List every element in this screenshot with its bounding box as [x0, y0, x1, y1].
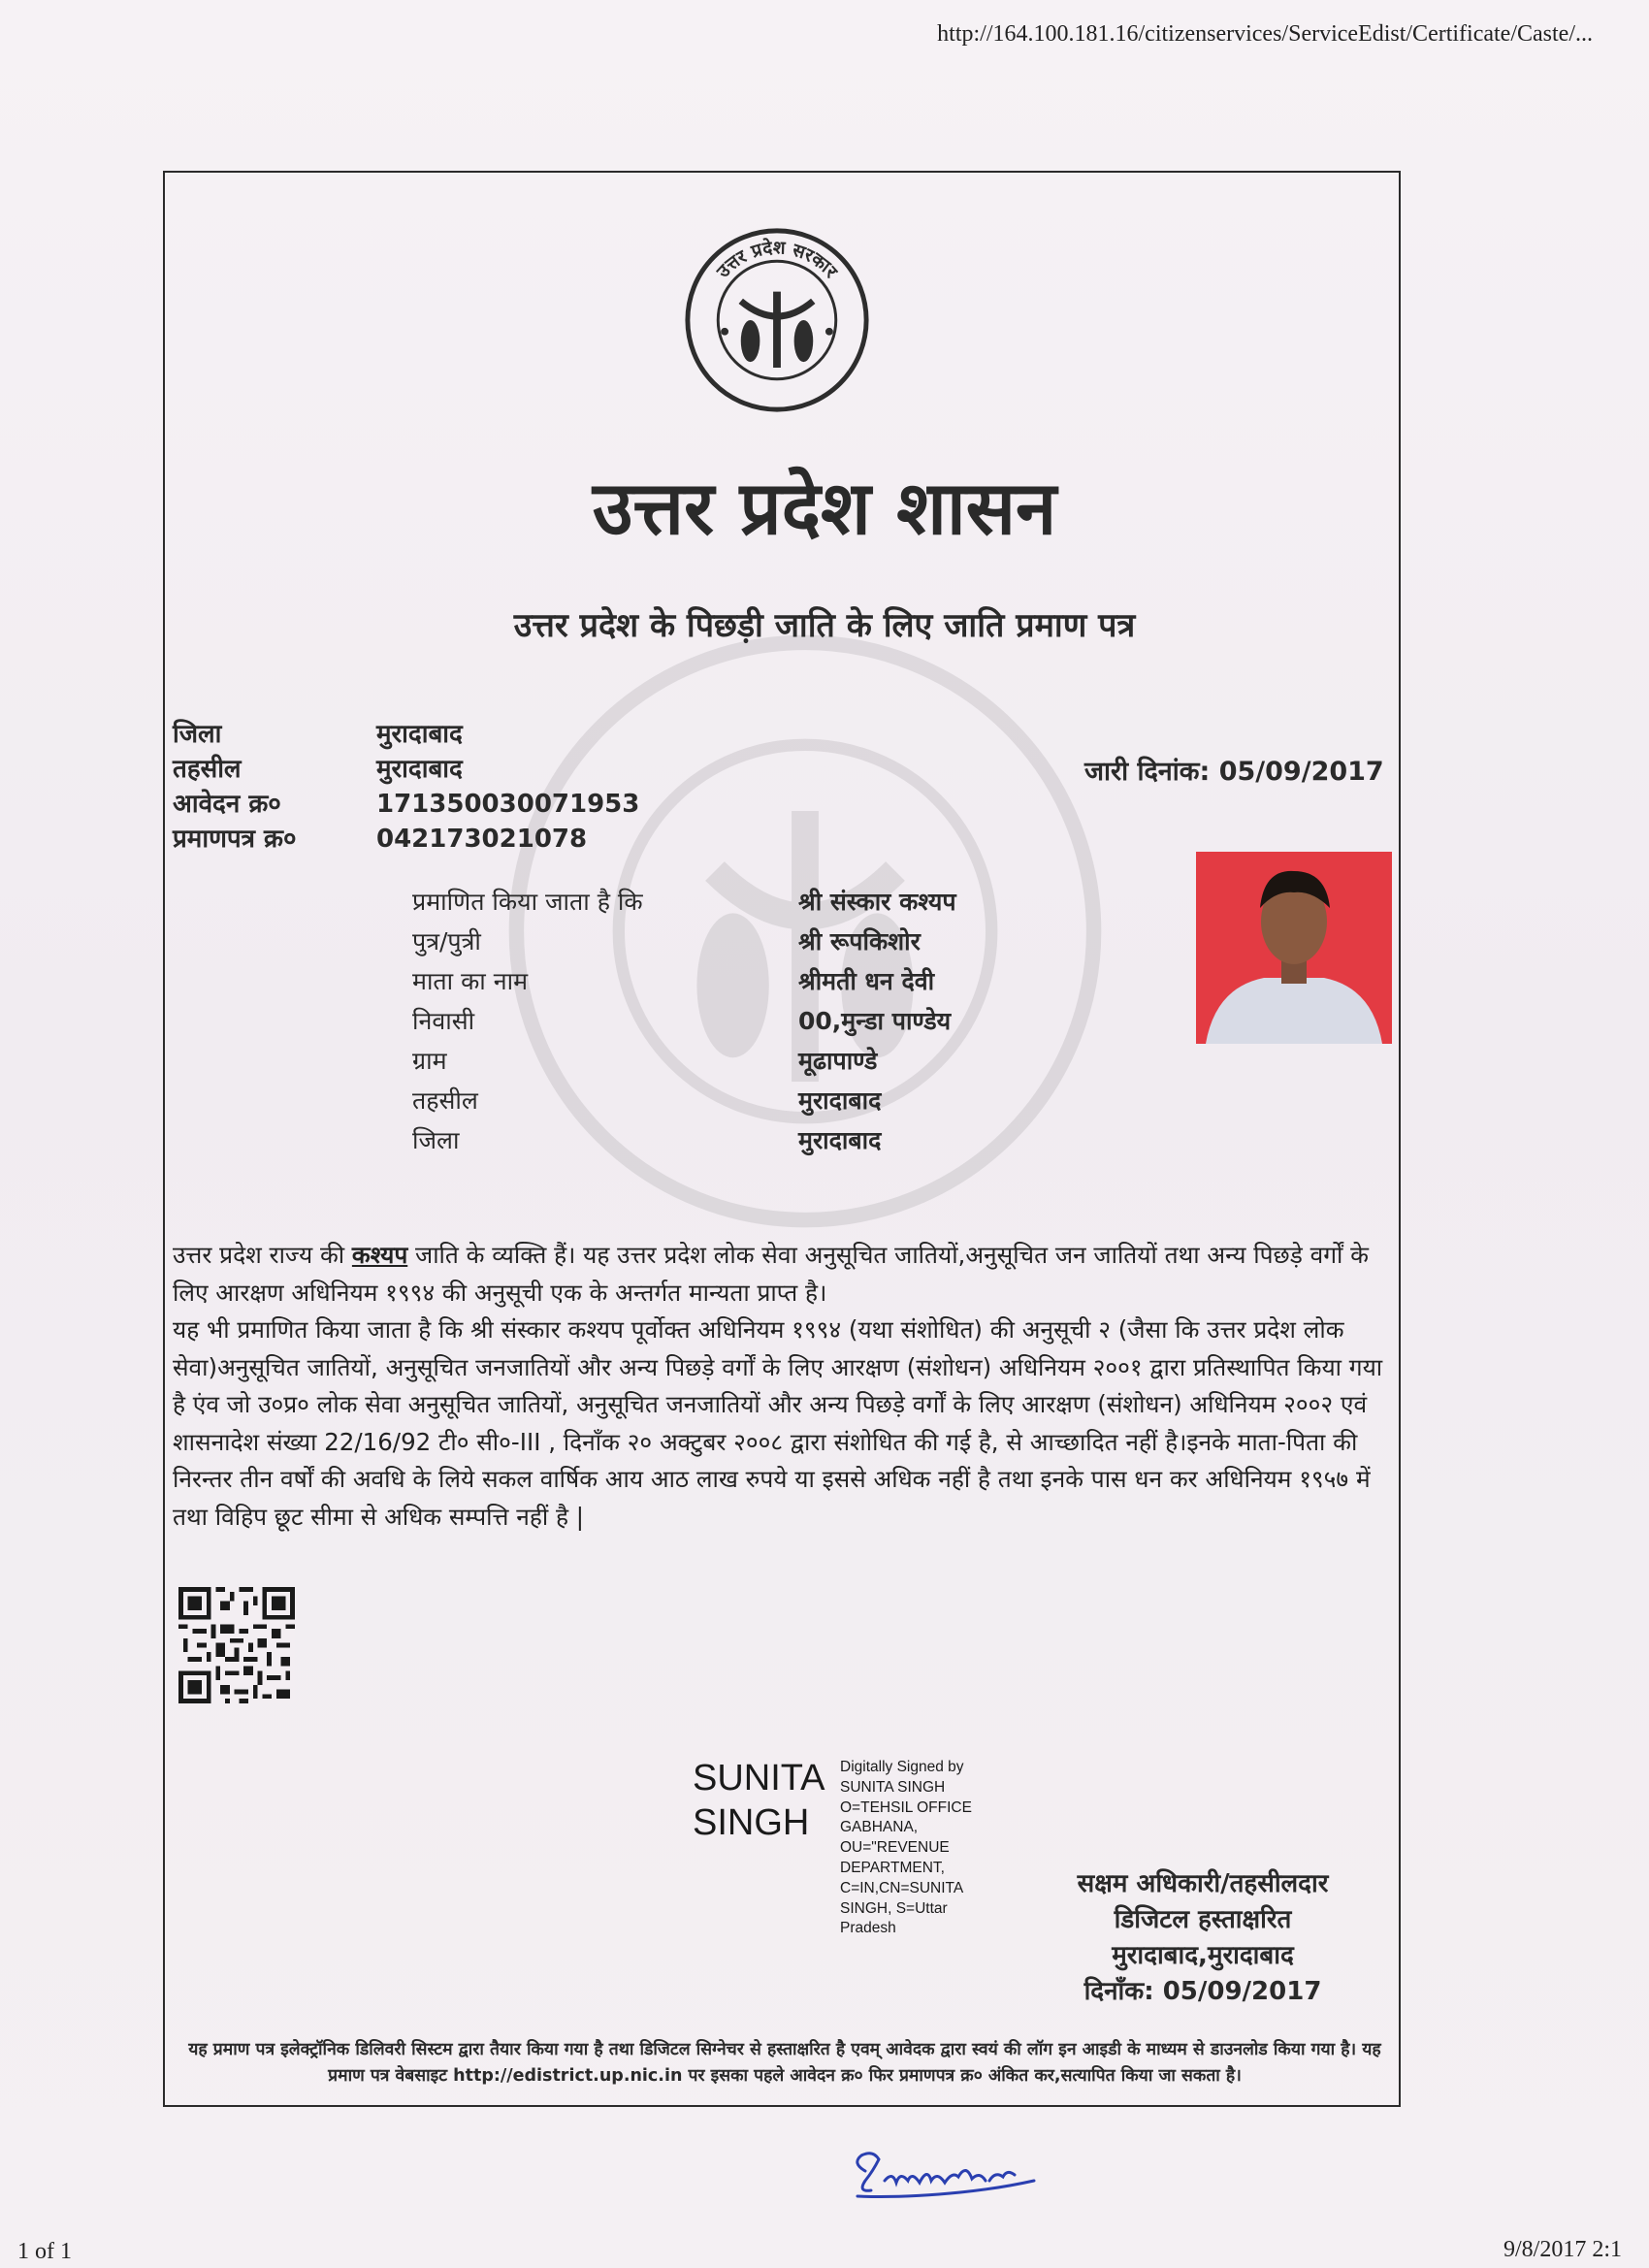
signature-detail-line: Pradesh	[840, 1920, 896, 1937]
body-text-span: जाति के व्यक्ति हैं। यह उत्तर प्रदेश लोक सेवा अनुसूचित जातियों,अनुसूचित जन जातियों तथा अन्य पिछड़े वर्गों के लिए आरक्षण अधिनियम १९९४ की अनुसूची एक के अन्तर्गत मान्यता प्राप्त है।	[173, 1241, 1369, 1307]
digital-signer-name	[693, 1756, 838, 1845]
officer-date: दिनाँक: 05/09/2017	[1083, 1977, 1322, 2006]
signature-detail-line: SUNITA SINGH	[840, 1778, 946, 1796]
detail-value: श्रीमती धन देवी	[798, 967, 935, 995]
detail-label: ग्राम	[412, 1047, 447, 1075]
detail-label: जिला	[412, 1126, 460, 1154]
signature-detail-line: DEPARTMENT,	[840, 1859, 945, 1876]
detail-label: प्रमाणित किया जाता है कि	[412, 888, 643, 916]
detail-label: तहसील	[412, 1086, 478, 1115]
issuing-officer	[1048, 1866, 1358, 2010]
detail-value: श्री रूपकिशोर	[798, 927, 921, 956]
detail-value: 00,मुन्डा पाण्डेय	[798, 1007, 952, 1035]
officer-title: सक्षम अधिकारी/तहसीलदार	[1077, 1869, 1329, 1898]
district-value: मुरादाबाद	[376, 720, 463, 749]
signature-detail-line: Digitally Signed by	[840, 1759, 964, 1775]
page-count: 1 of 1	[17, 2239, 72, 2264]
tehsil-label: तहसील	[173, 755, 242, 784]
certificate-no-label: प्रमाणपत्र क्र०	[173, 825, 297, 854]
footer-verification-note: यह प्रमाण पत्र इलेक्ट्रॉनिक डिलिवरी सिस्टम द्वारा तैयार किया गया है तथा डिजिटल सिग्नेचर से हस्ताक्षरित है एवम् आवेदक द्वारा स्वयं की लॉग इन आइडी के माध्यम से डाउनलोड किया गया है। यह प्रमाण पत्र वेबसाइट http://edistrict.up.nic.in पर इसका पहले आवेदन क्र० फिर प्रमाणपत्र क्र० अंकित कर,सत्यापित किया जा सकता है।	[188, 2040, 1381, 2086]
emblem-text: उत्तर प्रदेश सरकार	[713, 238, 841, 282]
certificate-subtitle: उत्तर प्रदेश के पिछड़ी जाति के लिए जाति प्रमाण पत्र	[513, 606, 1136, 645]
signature-detail-line: OU="REVENUE	[840, 1839, 950, 1857]
signature-detail-line: SINGH, S=Uttar	[840, 1899, 948, 1917]
application-no-label: आवेदन क्र०	[173, 790, 281, 819]
body-paragraph-2: यह भी प्रमाणित किया जाता है कि श्री संस्कार कश्यप पूर्वोक्त अधिनियम १९९४ (यथा संशोधित) की अनुसूची २ (जैसा कि उत्तर प्रदेश लोक सेवा)अनुसूचित जातियों, अनुसूचित जनजातियों और अन्य पिछड़े वर्गों के लिए आरक्षण (संशोधन) अधिनियम २००१ द्वारा प्रतिस्थापित किया गया है एंव जो उ०प्र० लोक सेवा अनुसूचित जातियों, अनुसूचित जनजातियों और अन्य पिछड़े वर्गों के लिए आरक्षण (संशोधन) अधिनियम २००२ एवं शासनादेश संख्या 22/16/92 टी० सी०-III , दिनाँक २० अक्टुबर २००८ द्वारा संशोधित की गई है, से आच्छादित नहीं है।इनके माता-पिता की निरन्तर तीन वर्षों की अवधि के लिये सकल वार्षिक आय आठ लाख रुपये या इससे अधिक नहीं है तथा इनके पास धन कर अधिनियम १९५७ में तथा विहिप छूट सीमा से अधिक सम्पत्ति नहीं है |	[173, 1315, 1383, 1531]
print-url-header: http://164.100.181.16/citizenservices/ServiceEdist/Certificate/Caste/...	[937, 21, 1593, 47]
district-label: जिला	[173, 720, 222, 749]
certificate-no-value: 042173021078	[376, 825, 588, 854]
handwritten-signature	[844, 2142, 1048, 2219]
body-text-span: उत्तर प्रदेश राज्य की	[173, 1241, 352, 1269]
signature-detail-line: O=TEHSIL OFFICE	[840, 1798, 972, 1816]
application-no-value: 171350030071953	[376, 790, 640, 819]
detail-value: मूढापाण्डे	[798, 1047, 878, 1075]
up-government-emblem	[682, 225, 872, 415]
tehsil-value: मुरादाबाद	[376, 755, 463, 784]
body-paragraph-1	[173, 1237, 1385, 1312]
detail-label: पुत्र/पुत्री	[412, 927, 481, 956]
detail-label: माता का नाम	[412, 967, 529, 995]
detail-value: मुरादाबाद	[798, 1126, 882, 1154]
detail-value: श्री संस्कार कश्यप	[798, 888, 956, 916]
digital-signature-details	[840, 1758, 1015, 1939]
page-title: उत्तर प्रदेश शासन	[592, 465, 1057, 551]
signature-detail-line: C=IN,CN=SUNITA	[840, 1879, 964, 1896]
qr-code	[178, 1587, 295, 1703]
print-timestamp: 9/8/2017 2:1	[1503, 2237, 1622, 2262]
applicant-photo	[1196, 852, 1392, 1044]
officer-digital-signed: डिजिटल हस्ताक्षरित	[1114, 1905, 1292, 1934]
signer-name-line: SINGH	[693, 1802, 810, 1843]
caste-name: कश्यप	[351, 1241, 408, 1269]
detail-value: मुरादाबाद	[798, 1086, 882, 1115]
detail-label: निवासी	[412, 1007, 475, 1035]
issue-date: जारी दिनांक: 05/09/2017	[1084, 757, 1384, 787]
signature-detail-line: GABHANA,	[840, 1819, 919, 1836]
officer-location: मुरादाबाद,मुरादाबाद	[1112, 1941, 1294, 1970]
certificate-body	[173, 1237, 1385, 1536]
signer-name-line: SUNITA	[693, 1758, 825, 1798]
